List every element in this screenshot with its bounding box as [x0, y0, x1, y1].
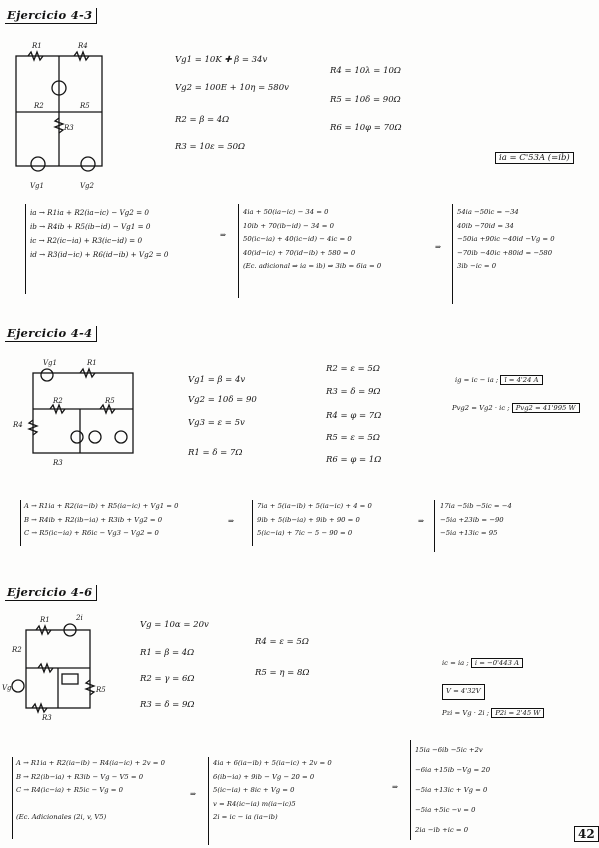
param-r6: R6 = 10φ = 70Ω — [330, 123, 402, 133]
linear-system-3: 15ia −6ib −5ic +2v −6ia +15ib −Vg = 20 −5ia +13ic + Vg = 0 −5ia +5ic −v = 0 2ia −ib +ic = 0 — [415, 746, 491, 834]
result-current-2: ig = ic − ia ; ī = 4'24 A — [455, 374, 543, 388]
svg-text:R2: R2 — [53, 397, 63, 405]
svg-text:R4: R4 — [13, 421, 23, 429]
param-r4: R4 = 10λ = 10Ω — [330, 66, 401, 76]
substituted-equations-1: 4ia + 50(ia−ic) − 34 = 0 10ib + 70(ib−id) − 34 = 0 50(ic−ia) + 40(ic−id) − 4ic = 0 40(id−ic) + 70(id−ib) + 580 = 0 (Ec. adicional ⇒ ia = ib) ⇒ 3ib = 6ia = 0 — [243, 208, 382, 270]
circuit-diagram-2 — [13, 359, 140, 467]
svg-text:2i: 2i — [76, 614, 83, 622]
param-r4-2: R4 = φ = 7Ω — [326, 411, 382, 421]
param-vg2: Vg2 = 100E + 10η = 580v — [175, 83, 289, 93]
substituted-equations-3: 4ia + 6(ia−ib) + 5(ia−ic) + 2v = 0 6(ib−ia) + 9ib − Vg − 20 = 0 5(ic−ia) + 8ic + Vg = 0 v = R4(ic−ia) m(ia−ic)5 2i = ic − ia (ia−ib) — [213, 759, 332, 821]
param-vg2-2: Vg2 = 10δ = 90 — [188, 395, 257, 405]
mesh-equations-3: A → R1ia + R2(ia−ib) − R4(ia−ic) + 2v = 0 B → R2(ib−ia) + R3ib − Vg − V5 = 0 C → R4(ic−ia) + R5ic − Vg = 0 (Ec. Adicionales (2i, v, V5) — [16, 759, 165, 821]
param-r3-2: R3 = δ = 9Ω — [326, 387, 381, 397]
svg-text:R1: R1 — [32, 42, 42, 50]
param-vg1-2: Vg1 = β = 4v — [188, 375, 246, 385]
param-r3: R3 = 10ε = 50Ω — [175, 142, 246, 152]
param-r2-3: R2 = γ = 6Ω — [140, 674, 195, 684]
param-vg-3: Vg = 10α = 20v — [140, 620, 209, 630]
param-vg1: Vg1 = 10K ✚ β = 34v — [175, 55, 268, 65]
linear-system-1: 54ia −50ic = −34 40ib −70id = 34 −50ia +90ic −40id −Vg = 0 −70ib −40ic +80id = −580 3ib −ic = 0 — [457, 208, 555, 270]
svg-text:R1: R1 — [87, 359, 97, 367]
param-r5-3: R5 = η = 8Ω — [255, 668, 310, 678]
param-r4-3: R4 = ε = 5Ω — [255, 637, 309, 647]
exercise-title-3: Ejercicio 4-6 — [5, 585, 97, 601]
svg-text:R5: R5 — [80, 102, 90, 110]
result-power-3: Pzi = Vg · 2i ; P2i = 2'45 W — [442, 707, 544, 721]
result-current-3: ic = ia ; i = −0'443 A — [442, 657, 523, 671]
param-r5-2: R5 = ε = 5Ω — [326, 433, 380, 443]
result-power-2: Pvg2 = Vg2 · ic ; Pvg2 = 41'995 W — [452, 402, 580, 416]
param-r6-2: R6 = φ = 1Ω — [326, 455, 382, 465]
param-r1-3: R1 = β = 4Ω — [140, 648, 195, 658]
svg-text:Vg2: Vg2 — [80, 182, 94, 190]
svg-text:Vg1: Vg1 — [30, 182, 44, 190]
linear-system-2: 17ia −5ib −5ic = −4 −5ia +23ib = −90 −5ia +13ic = 95 — [440, 502, 512, 537]
svg-text:R3: R3 — [53, 459, 63, 467]
substituted-equations-2: 7ia + 5(ia−ib) + 5(ia−ic) + 4 = 0 9ib + 5(ib−ia) + 9ib + 90 = 0 5(ic−ia) + 7ic − 5 − 90 = 0 — [257, 502, 372, 537]
circuit-diagram-1 — [12, 42, 112, 190]
param-vg3-2: Vg3 = ε = 5v — [188, 418, 245, 428]
param-r2: R2 = β = 4Ω — [175, 115, 230, 125]
svg-text:R4: R4 — [78, 42, 88, 50]
svg-text:R2: R2 — [34, 102, 44, 110]
svg-text:R1: R1 — [40, 616, 50, 624]
mesh-equations-1: ia → R1ia + R2(ia−ic) − Vg2 = 0 ib → R4ib + R5(ib−id) − Vg1 = 0 ic → R2(ic−ia) + R3(ic−id) = 0 id → R3(id−ic) + R6(id−ib) + Vg2 = 0 — [30, 208, 169, 259]
result-box-1: ia = C'53A (=ib) — [495, 152, 574, 164]
svg-text:R5: R5 — [105, 397, 115, 405]
param-r1-2: R1 = δ = 7Ω — [188, 448, 243, 458]
svg-text:R5: R5 — [96, 686, 106, 694]
mesh-equations-2: A → R1ia + R2(ia−ib) + R5(ia−ic) + Vg1 = 0 B → R4ib + R2(ib−ia) + R3ib + Vg2 = 0 C → R5(ic−ia) + R6ic − Vg3 − Vg2 = 0 — [24, 502, 179, 537]
exercise-title-2: Ejercicio 4-4 — [5, 326, 97, 342]
svg-text:R3: R3 — [42, 714, 52, 722]
svg-text:Vg: Vg — [2, 684, 12, 692]
svg-text:R3: R3 — [64, 124, 74, 132]
result-voltage-3: V = 4'32V — [442, 684, 485, 700]
circuit-diagram-3 — [2, 614, 107, 722]
svg-text:R2: R2 — [12, 646, 22, 654]
page-number: 42 — [574, 826, 599, 842]
param-r3-3: R3 = δ = 9Ω — [140, 700, 195, 710]
param-r5: R5 = 10δ = 90Ω — [330, 95, 401, 105]
param-r2-2: R2 = ε = 5Ω — [326, 364, 380, 374]
svg-text:Vg1: Vg1 — [43, 359, 57, 367]
exercise-title-1: Ejercicio 4-3 — [5, 8, 97, 24]
